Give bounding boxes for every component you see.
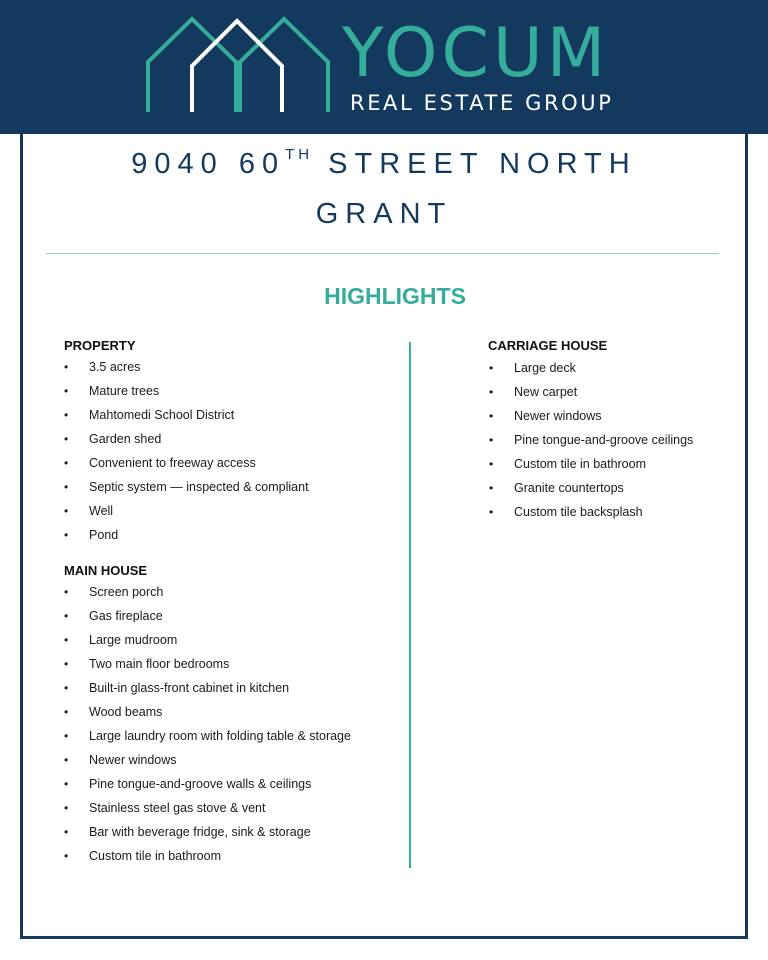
list-item: • Gas fireplace (64, 604, 351, 628)
property-list (64, 355, 309, 547)
carriage-house-list (489, 356, 693, 524)
brand-header (0, 0, 768, 134)
list-item: • Stainless steel gas stove & vent (64, 796, 351, 820)
list-item: • Custom tile in bathroom (64, 844, 351, 868)
list-item: • Two main floor bedrooms (64, 652, 351, 676)
brand-name: YOCUM (342, 14, 610, 93)
list-item: • Bar with beverage fridge, sink & storage (64, 820, 351, 844)
list-item: • Custom tile backsplash (489, 500, 693, 524)
list-item: • Granite countertops (489, 476, 693, 500)
list-item: • Large deck (489, 356, 693, 380)
list-item: • Pine tongue-and-groove walls & ceilings (64, 772, 351, 796)
list-item: • Screen porch (64, 580, 351, 604)
house-roofs-logo-icon (144, 14, 334, 114)
list-item: • Built-in glass-front cabinet in kitchen (64, 676, 351, 700)
list-item: • Garden shed (64, 427, 309, 451)
list-item: • Septic system — inspected & compliant (64, 475, 309, 499)
list-item: • Newer windows (64, 748, 351, 772)
list-item: • Large laundry room with folding table & storage (64, 724, 351, 748)
list-item: • 3.5 acres (64, 355, 309, 379)
list-item: • Custom tile in bathroom (489, 452, 693, 476)
list-item: • New carpet (489, 380, 693, 404)
carriage-house-title: CARRIAGE HOUSE (488, 338, 608, 353)
list-item: • Newer windows (489, 404, 693, 428)
property-title: PROPERTY (64, 338, 136, 353)
main-house-list (64, 580, 351, 868)
list-item: • Pine tongue-and-groove ceilings (489, 428, 693, 452)
list-item: • Mahtomedi School District (64, 403, 309, 427)
divider (46, 253, 719, 254)
main-house-title: MAIN HOUSE (64, 563, 148, 578)
list-item: • Pond (64, 523, 309, 547)
address-line-1 (0, 148, 768, 181)
list-item: • Well (64, 499, 309, 523)
address-street: STREET NORTH (313, 148, 637, 180)
highlights-heading: HIGHLIGHTS (324, 283, 466, 309)
brand-subtitle: REAL ESTATE GROUP (350, 91, 614, 115)
address-city: GRANT (315, 198, 453, 230)
list-item: • Large mudroom (64, 628, 351, 652)
address-number: 9040 60 (131, 148, 286, 180)
list-item: • Wood beams (64, 700, 351, 724)
list-item: • Convenient to freeway access (64, 451, 309, 475)
list-item: • Mature trees (64, 379, 309, 403)
address-ordinal-suffix: TH (285, 146, 314, 164)
column-divider (409, 342, 411, 868)
